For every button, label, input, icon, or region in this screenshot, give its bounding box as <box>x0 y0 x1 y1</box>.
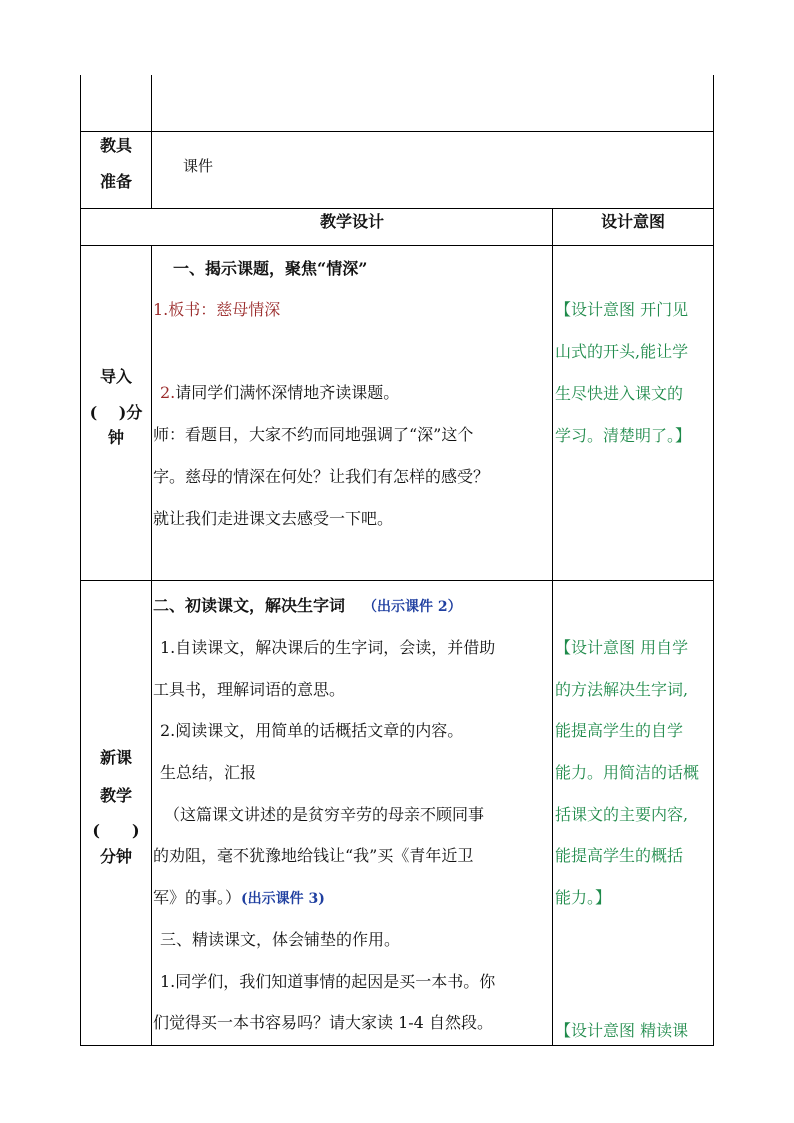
intro-label-line3: 钟 <box>107 428 124 447</box>
intro-paragraph-line2: 字。慈母的情深在何处？让我们有怎样的感受？ <box>153 467 490 486</box>
new-heading-note: （出示课件 2） <box>363 599 462 615</box>
new-line-6: 的劝阻，毫不犹豫地给钱让“我”买《青年近卫 <box>153 846 474 865</box>
intro-paragraph-line3: 就让我们走进课文去感受一下吧。 <box>153 509 394 528</box>
new-intent1-line5: 括课文的主要内容, <box>555 805 689 824</box>
new-line-7 <box>153 888 325 909</box>
new-intent2-line1: 【设计意图 精读课 <box>555 1021 689 1040</box>
new-heading-text: 二、初读课文，解决生字词 <box>153 596 346 615</box>
row-divider-header-top <box>80 208 714 209</box>
new-line-7-note: (出示课件 3) <box>241 891 325 907</box>
intro-item-2-text: 请同学们满怀深情地齐读课题。 <box>175 383 400 402</box>
new-intent1-line3: 能提高学生的自学 <box>555 721 684 740</box>
new-label-line4: 分钟 <box>99 847 132 866</box>
new-line-5: （这篇课文讲述的是贫穷辛劳的母亲不顾同事 <box>164 805 485 824</box>
new-line-2: 工具书，理解词语的意思。 <box>153 680 346 699</box>
intro-item-1: 1.板书：慈母情深 <box>153 300 281 319</box>
label-column-divider-top <box>151 75 152 208</box>
new-line-9: 们觉得买一本书容易吗？请大家读 1-4 自然段。 <box>153 1013 493 1032</box>
new-line-1: 1.自读课文，解决课后的生字词，会读，并借助 <box>160 638 496 657</box>
intro-intent-line4: 学习。清楚明了。】 <box>555 426 692 445</box>
table-border-bottom <box>80 1045 714 1046</box>
header-intent: 设计意图 <box>600 212 665 231</box>
new-heading <box>153 596 462 617</box>
tools-label-line2: 准备 <box>99 172 132 191</box>
intro-intent-line3: 生尽快进入课文的 <box>555 384 684 403</box>
new-intent1-line6: 能提高学生的概括 <box>555 846 684 865</box>
intro-item-2: 2.请同学们满怀深情地齐读课题。 <box>160 383 400 402</box>
new-label-line1: 新课 <box>99 748 132 767</box>
table-border-left <box>80 75 81 1045</box>
new-line-3: 2.阅读课文，用简单的话概括文章的内容。 <box>160 721 464 740</box>
intro-paragraph-line1: 师：看题目，大家不约而同地强调了“深”这个 <box>153 425 474 444</box>
new-line-8: 1.同学们，我们知道事情的起因是买一本书。你 <box>160 972 496 991</box>
tools-label-line1: 教具 <box>99 136 132 155</box>
header-design: 教学设计 <box>319 212 384 231</box>
new-line-4: 生总结，汇报 <box>160 763 257 782</box>
intro-intent-line1: 【设计意图 开门见 <box>555 300 689 319</box>
new-intent1-line7: 能力。】 <box>555 888 612 907</box>
new-heading-3: 三、精读课文，体会铺垫的作用。 <box>160 930 401 949</box>
intent-column-divider <box>552 208 553 1045</box>
tools-content: 课件 <box>183 157 214 175</box>
table-border-right <box>713 75 714 1045</box>
row-divider-new-top <box>80 580 714 581</box>
row-divider-intro-top <box>80 245 714 246</box>
row-divider-tools-top <box>80 131 714 132</box>
intro-intent-line2: 山式的开头,能让学 <box>555 342 689 361</box>
intro-heading: 一、揭示课题，聚焦“情深” <box>173 259 368 278</box>
new-line-7-text: 军》的事。） <box>153 888 242 907</box>
new-intent1-line1: 【设计意图 用自学 <box>555 638 689 657</box>
new-label-line2: 教学 <box>99 786 132 805</box>
new-label-line3: ( ) <box>92 821 140 840</box>
label-column-divider-bottom <box>151 245 152 1045</box>
intro-label-line1: 导入 <box>99 367 132 386</box>
intro-label-line2: ( )分 <box>89 403 143 422</box>
new-intent1-line4: 能力。用简洁的话概 <box>555 763 700 782</box>
new-intent1-line2: 的方法解决生字词, <box>555 680 689 699</box>
